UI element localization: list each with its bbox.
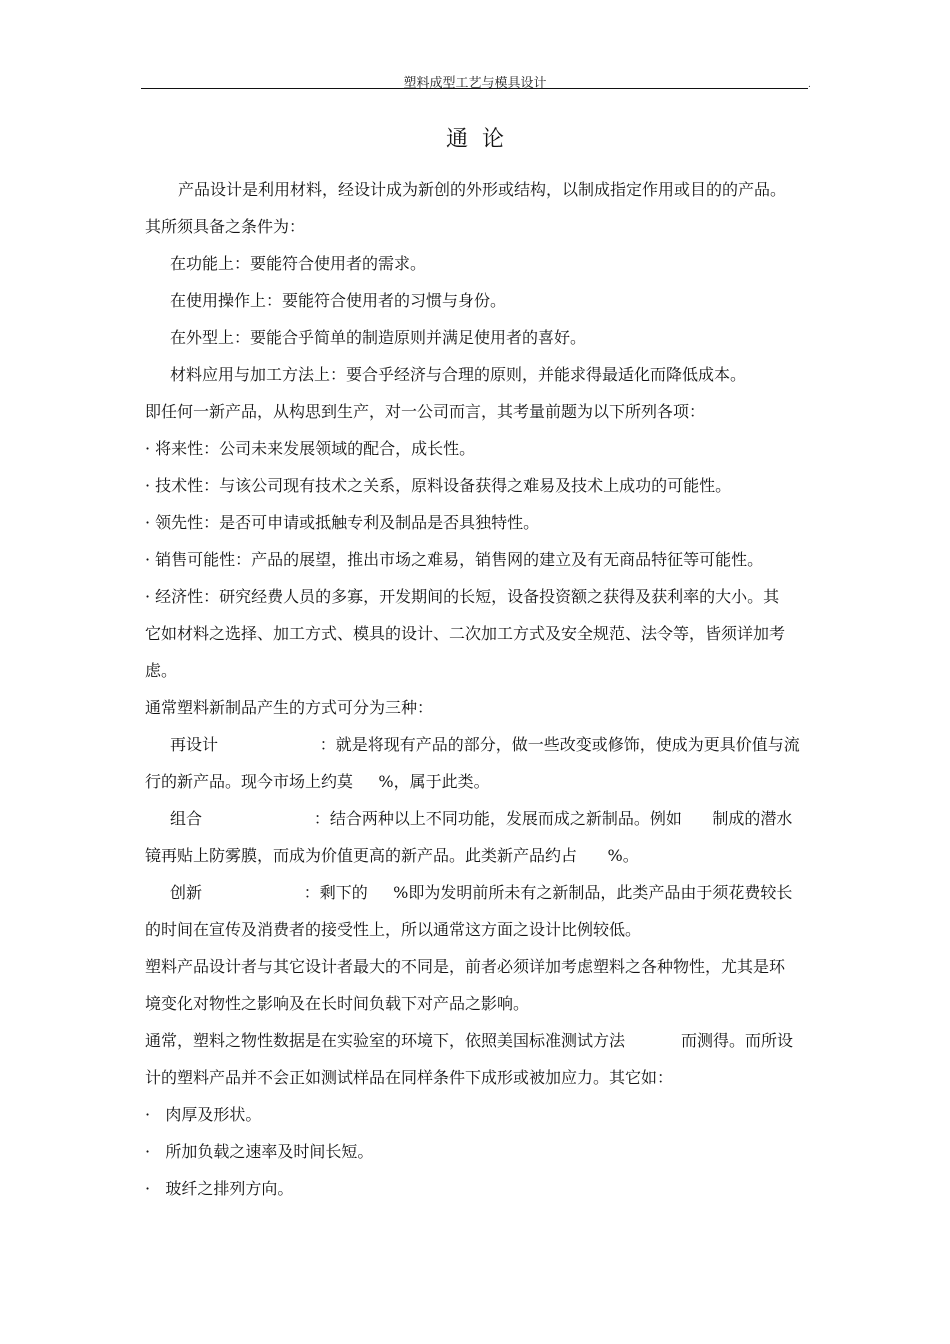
paragraph-line: 通常塑料新制品产生的方式可分为三种：: [145, 698, 434, 717]
bullet-item: · 所加负载之速率及时间长短。: [145, 1142, 374, 1161]
paragraph-line: 的时间在宣传及消费者的接受性上，所以通常这方面之设计比例较低。: [145, 920, 642, 939]
bullet-item: · 销售可能性：产品的展望，推出市场之难易，销售网的建立及有无商品特征等可能性。: [145, 550, 764, 569]
condition-item: 在使用操作上：要能符合使用者的习惯与身份。: [170, 291, 507, 310]
paragraph-line: 行的新产品。现今市场上约莫 %，属于此类。: [145, 772, 490, 791]
bullet-item: · 将来性：公司未来发展领域的配合，成长性。: [145, 439, 476, 458]
paragraph-line: 产品设计是利用材料，经设计成为新创的外形或结构，以制成指定作用或目的的产品。: [178, 180, 787, 199]
paragraph-line: 其所须具备之条件为：: [145, 217, 306, 236]
bullet-item: · 经济性：研究经费人员的多寡，开发期间的长短，设备投资额之获得及获利率的大小。其: [145, 587, 780, 606]
paragraph-line: 塑料产品设计者与其它设计者最大的不同是，前者必须详加考虑塑料之各种物性，尤其是环: [145, 957, 786, 976]
bullet-item: · 玻纤之排列方向。: [145, 1179, 294, 1198]
paragraph-line: 镜再贴上防雾膜，而成为价值更高的新产品。此类新产品约占 %。: [145, 846, 639, 865]
condition-item: 在功能上：要能符合使用者的需求。: [170, 254, 427, 273]
condition-item: 在外型上：要能合乎简单的制造原则并满足使用者的喜好。: [170, 328, 587, 347]
running-header: 塑料成型工艺与模具设计: [403, 76, 547, 91]
paragraph-line: 通常，塑料之物性数据是在实验室的环境下，依照美国标准测试方法 而测得。而所设: [145, 1031, 793, 1050]
method-item: 再设计 ：就是将现有产品的部分，做一些改变或修饰，使成为更具价值与流: [170, 735, 800, 754]
section-title: 通论: [445, 127, 518, 152]
bullet-item: · 领先性：是否可申请或抵触专利及制品是否具独特性。: [145, 513, 540, 532]
header-mark: .: [808, 80, 811, 90]
paragraph-line: 即任何一新产品，从构思到生产，对一公司而言，其考量前题为以下所列各项：: [145, 402, 706, 421]
bullet-item: · 技术性：与该公司现有技术之关系，原料设备获得之难易及技术上成功的可能性。: [145, 476, 732, 495]
body-text: [145, 171, 809, 1207]
condition-item: 材料应用与加工方法上：要合乎经济与合理的原则，并能求得最适化而降低成本。: [170, 365, 747, 384]
paragraph-line: 它如材料之选择、加工方式、模具的设计、二次加工方式及安全规范、法令等，皆须详加考: [145, 624, 786, 643]
method-item: 组合 ：结合两种以上不同功能，发展而成之新制品。例如 制成的潜水: [170, 809, 793, 828]
header-rule: [141, 88, 808, 89]
paragraph-line: 虑。: [145, 661, 178, 680]
bullet-item: · 肉厚及形状。: [145, 1105, 262, 1124]
paragraph-line: 计的塑料产品并不会正如测试样品在同样条件下成形或被加应力。其它如：: [145, 1068, 674, 1087]
method-item: 创新 ：剩下的 %即为发明前所未有之新制品，此类产品由于须花费较长: [170, 883, 793, 902]
paragraph-line: 境变化对物性之影响及在长时间负载下对产品之影响。: [145, 994, 530, 1013]
